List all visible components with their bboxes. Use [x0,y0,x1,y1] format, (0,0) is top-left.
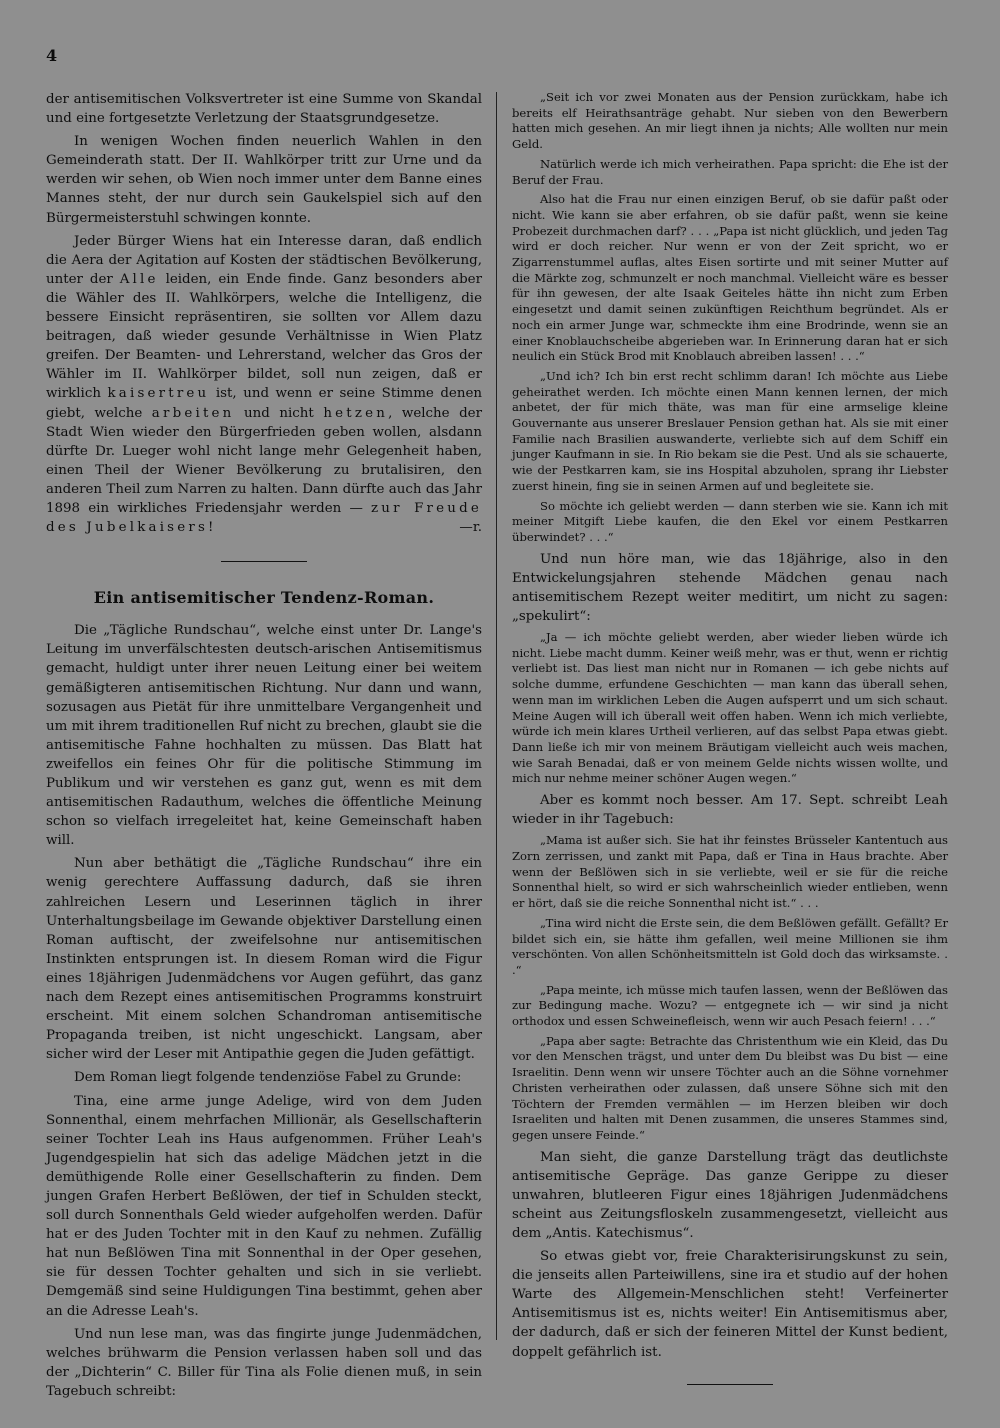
quote-paragraph: „Papa aber sagte: Betrachte das Christenthum wie ein Kleid, das Du vor den Menschen trägst, und unter dem Du bleibst was Du bist — eine Israelitin. Denn wenn wir unsere Töchter auch an die Söhne vornehmer Christen verheirathen oder zulassen, daß unsere Söhne sich mit den Töchtern der Fremden vermählen — im Herzen bleiben wir doch Israeliten und halten mit Denen zusammen, die unseres Stammes sind, gegen unsere Feinde.“ [512,1033,948,1142]
quote-paragraph: Also hat die Frau nur einen einzigen Beruf, ob sie dafür paßt oder nicht. Wie kann sie aber erfahren, ob sie dafür paßt, wenn sie keine Probezeit durchmachen darf? . . . „Papa ist nicht glücklich, und jeden Tag wird er doch reicher. Nur wenn er von der Zeit spricht, wo er Zigarrenstummel auflas, altes Eisen sortirte und mit seiner Mutter auf die Märkte zog, schmunzelt er noch manchmal. Vielleicht wäre es besser für ihn gewesen, der alte Isaak Geiteles hätte ihn nicht zum Erben eingesetzt und damit seinen zukünftigen Reichthum begründet. Als er noch ein armer Junge war, schmeckte ihm eine Brodrinde, wenn sie an einer Knoblauchscheibe abgerieben war. In Erinnerung daran hat er sich neulich ein Stück Brod mit Knoblauch abreiben lassen! . . .“ [512,192,948,364]
paragraph: Die „Tägliche Rundschau“, welche einst unter Dr. Lange's Leitung im unverfälschtesten deutsch-arischen Antisemitismus gemacht, huldigt unter ihrer neuen Leitung einer bei weitem gemäßigteren antisemitischen Richtung. Nur dann und wann, sozusagen aus Pietät für ihre unmittelbare Vergangenheit und um mit ihrem traditionellen Ruf nicht zu brechen, glaubt sie die antisemitische Fahne hochhalten zu müssen. Das Blatt hat zweifellos ein feines Ohr für die politische Stimmung im Publikum und wir verstehen es ganz gut, wenn es mit dem antisemitischen Radauthum, welches die öffentliche Meinung schon so vielfach irregeleitet hat, keine Gemeinschaft haben will. [46,623,482,849]
paragraph: Dem Roman liegt folgende tendenziöse Fabel zu Grunde: [74,1070,462,1086]
paragraph: Und nun höre man, wie das 18jährige, also in den Entwickelungsjahren stehende Mädchen genau nach antisemitischem Rezept weiter meditirt, um nicht zu sagen: „spekulirt“: [512,551,948,624]
paragraph: der antisemitischen Volksvertreter ist eine Summe von Skandal und eine fortgesetzte Verletzung der Staatsgrundgesetze. [46,92,482,127]
quote-paragraph: „Papa meinte, ich müsse mich taufen lassen, wenn der Beßlöwen das zur Bedingung mache. Wozu? — entgegnete ich — wir sind ja nicht orthodox und essen Schweinefleisch, wenn wir auch Pesach feiern! . . .“ [512,982,948,1029]
paragraph: Aber es kommt noch besser. Am 17. Sept. schreibt Leah wieder in ihr Tagebuch: [512,793,948,828]
quote-paragraph: „Ja — ich möchte geliebt werden, aber wieder lieben würde ich nicht. Liebe macht dumm. Keiner weiß mehr, was er thut, wenn er richtig verliebt ist. Das liest man nicht nur in Romanen — ich gebe nichts auf solche dumme, erfundene Geschichten — man kann das überall sehen, wenn man im wirklichen Leben die Augen aufsperrt und um sich schaut. Meine Augen will ich überall weit offen haben. Wenn ich mich verliebte, würde ich mein klares Urtheil verlieren, auf das selbst Papa etwas giebt. Dann ließe ich mir von meinem Bräutigam vielleicht auch weis machen, wie Sarah Benadai, daß er von meinem Gelde nichts wissen wollte, und mich nur nehme meiner schöner Augen wegen.“ [512,630,948,786]
quote-paragraph: „Seit ich vor zwei Monaten aus der Pension zurückkam, habe ich bereits elf Heirathsanträge gehabt. Nur sieben von den Bewerbern hatten mich gesehen. An mir liegt ihnen ja nichts; Alle wollten nur mein Geld. [512,90,948,152]
article-headline: Ein antisemitischer Tendenz-Roman. [93,588,435,608]
divider [221,561,307,562]
paragraph: In wenigen Wochen finden neuerlich Wahlen in den Gemeinderath statt. Der II. Wahlkörper tritt zur Urne und da werden wir sehen, ob Wien noch immer unter dem Banne eines Mannes steht, der nur durch sein Gaukelspiel sich auf den Bürgermeisterstuhl schwingen konnte. [46,134,482,226]
right-column [512,90,948,1385]
quote-paragraph: „Und ich? Ich bin erst recht schlimm daran! Ich möchte aus Liebe geheirathet werden. Ich möchte einen Mann kennen lernen, der mich anbetet, der für mich thäte, was man für eine armselige kleine Gouvernante aus unserer Breslauer Pension gethan hat. Als sie mit einer Familie nach Brasilien auswanderte, verliebte sich auf dem Schiff ein junger Kaufmann in sie. In Rio bekam sie die Pest. Und als sie schauerte, wie der Pestkarren kam, sie ins Hospital abzuholen, sprang ihr Liebster zuerst hinein, fing sie in seinen Armen auf und begleitete sie. [512,368,948,493]
quote-paragraph: „Tina wird nicht die Erste sein, die dem Beßlöwen gefällt. Gefällt? Er bildet sich ein, sie hätte ihm gefallen, weil meine Millionen sie ihm verschönten. Von allen Schönheitsmitteln ist Gold doch das wirksamste. . .“ [512,915,948,977]
quote-paragraph: „Mama ist außer sich. Sie hat ihr feinstes Brüsseler Kantentuch aus Zorn zerrissen, und zankt mit Papa, daß er Tina in Haus brachte. Aber wenn der Beßlöwen sich in sie verliebte, weil er sie für die reiche Sonnenthal hielt, so wird er sich wahrscheinlich wieder entlieben, wenn er hört, daß sie die reiche Sonnenthal nicht ist.“ . . . [512,833,948,911]
quote-paragraph: Natürlich werde ich mich verheirathen. Papa spricht: die Ehe ist der Beruf der Frau. [512,156,948,187]
paragraph: Nun aber bethätigt die „Tägliche Rundschau“ ihre ein wenig gerechtere Auffassung dadurch, daß sie ihren zahlreichen Lesern und Leserinnen täglich in ihrer Unterhaltungsbeilage im Gewande objektiver Darstellung einen Roman auftischt, der zweifelsohne nur antisemitischen Instinkten entsprungen ist. In diesem Roman wird die Figur eines 18jährigen Judenmädchens vor Augen geführt, das ganz nach dem Rezept eines antisemitischen Programms konstruirt erscheint. Mit einem solchen Schandroman antisemitische Propaganda treiben, ist nicht ungeschickt. Langsam, aber sicher wird der Leser mit Antipathie gegen die Juden gefättigt. [46,856,482,1063]
paragraph: Man sieht, die ganze Darstellung trägt das deutlichste antisemitische Gepräge. Das ganze Gerippe zu dieser unwahren, blutleeren Figur eines 18jährigen Judenmädchens scheint aus Zeitungsfloskeln zusammengesetzt, vielleicht aus dem „Antis. Katechismus“. [512,1149,948,1242]
signature: —r. [459,520,482,536]
quote-paragraph: So möchte ich geliebt werden — dann sterben wie sie. Kann ich mit meiner Mitgift Liebe kaufen, die den Ekel vor einem Pestkarren überwindet? . . .“ [512,498,948,544]
paragraph: Und nun lese man, was das fingirte junge Judenmädchen, welches brühwarm die Pension verlassen haben soll und das der „Dichterin“ C. Biller für Tina als Folie dienen muß, in sein Tagebuch schreibt: [46,1326,482,1399]
page-number: 4 [46,46,58,65]
paragraph: So etwas giebt vor, freie Charakterisirungskunst zu sein, die jenseits allen Parteiwillens, sine ira et studio auf der hohen Warte des Allgemein-Menschlichen steht! Verfeinerter Antisemitismus ist es, nichts weiter! Ein Antisemitismus aber, der dadurch, daß er sich der feineren Mittel der Kunst bedient, doppelt gefährlich ist. [512,1249,948,1360]
end-divider [687,1384,773,1385]
paragraph: Tina, eine arme junge Adelige, wird von dem Juden Sonnenthal, einem mehrfachen Millionär, als Gesellschafterin seiner Tochter Leah ins Haus aufgenommen. Früher Leah's Jugendgespielin hat sich das adelige Mädchen jetzt in die demüthigende Rolle einer Gesellschafterin zu finden. Dem jungen Grafen Herbert Beßlöwen, der tief in Schulden steckt, soll durch Sonnenthals Geld wieder aufgeholfen werden. Dafür hat er des Juden Tochter mit in den Kauf zu nehmen. Zufällig hat nun Beßlöwen Tina mit Sonnenthal in der Oper gesehen, sie für dessen Tochter gehalten und sich in sie verliebt. Demgemäß sind seine Huldigungen Tina bestimmt, gehen aber an die Adresse Leah's. [46,1093,482,1319]
column-rule [496,92,497,1340]
left-column [46,90,482,1401]
paragraph: Jeder Bürger Wiens hat ein Interesse daran, daß endlich die Aera der Agitation auf Kosten der städtischen Bevölkerung, unter der Alle leiden, ein Ende finde. Ganz besonders aber die Wähler des II. Wahlkörpers, welche die Intelligenz, die bessere Einsicht repräsentiren, sie sollten vor Allem dazu beitragen, daß wieder gesunde Verhältnisse in Wien Platz greifen. Der Beamten- und Lehrerstand, welcher das Gros der Wähler im II. Wahlkörper bildet, soll nun zeigen, daß er wirklich kaisertreu ist, und wenn er seine Stimme denen giebt, welche arbeiten und nicht hetzen, welche der Stadt Wien wieder den Bürgerfrieden geben wollen, alsdann dürfte Dr. Lueger wohl nicht lange mehr Gelegenheit haben, einen Theil der Wiener Bevölkerung zu brutalisiren, den anderen Theil zum Narren zu halten. Dann dürfte auch das Jahr 1898 ein wirkliches Friedensjahr werden — zur Freude des Jubelkaisers! —r. [46,232,482,538]
